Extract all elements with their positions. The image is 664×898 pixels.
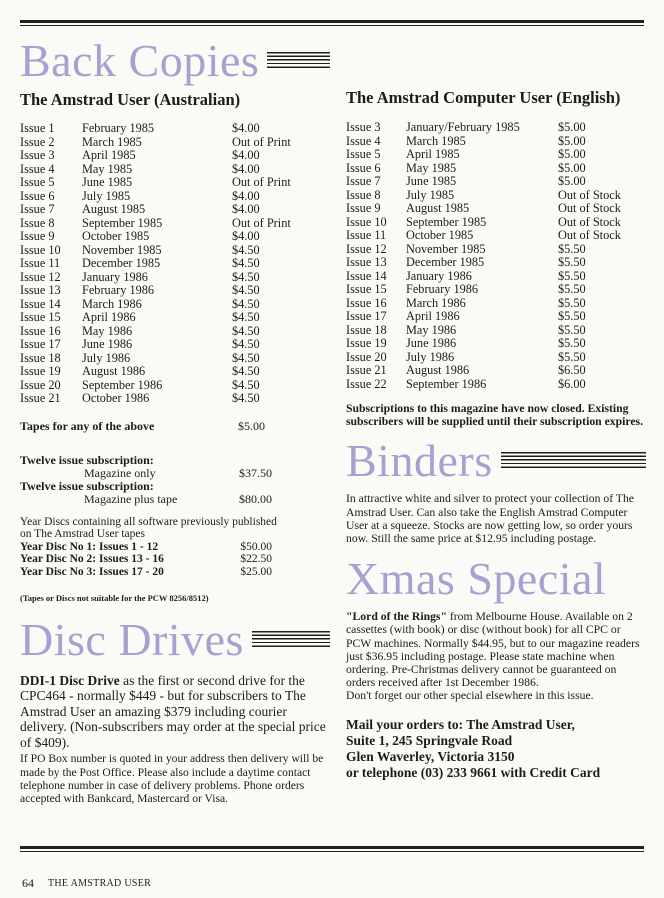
issue-cell: Issue 19 xyxy=(20,364,61,378)
table-row xyxy=(346,202,646,216)
table-row xyxy=(20,271,330,285)
table-row xyxy=(346,135,646,149)
year-discs-block xyxy=(20,516,330,605)
page-footer xyxy=(22,876,151,891)
heading-lines-decoration xyxy=(267,52,330,70)
issue-cell: Issue 20 xyxy=(346,349,387,364)
date-cell: July 1985 xyxy=(406,187,455,202)
xmas-other-special: Don't forget our other special elsewhere in this issue. xyxy=(346,689,594,703)
year-disc-price: $22.50 xyxy=(240,553,272,565)
price-cell: $4.00 xyxy=(232,202,260,216)
price-cell: Out of Stock xyxy=(558,201,621,215)
date-cell: June 1985 xyxy=(406,174,457,188)
price-cell: $4.50 xyxy=(232,377,260,392)
price-cell: $5.00 xyxy=(558,133,586,148)
footer-magazine-name: THE AMSTRAD USER xyxy=(48,878,152,889)
english-issues-table xyxy=(346,121,646,391)
xmas-product-title: "Lord of the Rings" xyxy=(346,610,447,624)
price-cell: Out of Stock xyxy=(558,187,621,202)
price-cell: $5.00 xyxy=(558,174,586,188)
issue-cell: Issue 9 xyxy=(346,201,381,215)
date-cell: March 1986 xyxy=(406,295,466,310)
table-row xyxy=(346,216,646,230)
table-row xyxy=(346,148,646,162)
table-row xyxy=(20,338,330,352)
price-cell: $5.50 xyxy=(558,268,586,283)
price-cell: $5.50 xyxy=(558,241,586,256)
date-cell: June 1985 xyxy=(82,175,133,189)
price-cell: $5.50 xyxy=(558,295,586,310)
table-row xyxy=(346,270,646,284)
right-column xyxy=(346,88,646,781)
issue-cell: Issue 10 xyxy=(346,214,387,229)
price-cell: $4.50 xyxy=(232,256,260,270)
issue-cell: Issue 5 xyxy=(346,147,381,161)
issue-cell: Issue 4 xyxy=(346,133,381,148)
date-cell: October 1986 xyxy=(82,391,150,405)
date-cell: April 1985 xyxy=(82,148,136,162)
table-row xyxy=(20,244,330,258)
price-cell: $4.50 xyxy=(232,310,260,324)
heading-lines-decoration xyxy=(252,631,330,649)
price-cell: $5.50 xyxy=(558,309,586,323)
table-row xyxy=(20,190,330,204)
issue-cell: Issue 14 xyxy=(346,268,387,283)
date-cell: May 1985 xyxy=(82,161,133,176)
twelve-issue-label-2 xyxy=(20,480,330,493)
table-row xyxy=(20,392,330,406)
price-cell: $4.00 xyxy=(232,188,260,203)
table-row xyxy=(346,229,646,243)
issue-cell: Issue 13 xyxy=(346,255,387,269)
price-cell: $5.50 xyxy=(558,282,586,296)
issue-cell: Issue 9 xyxy=(20,229,55,243)
price-cell: $4.50 xyxy=(232,269,260,284)
table-row xyxy=(346,324,646,338)
year-discs-note: (Tapes or Discs not suitable for the PCW 8256/8512) xyxy=(20,593,209,603)
disc-drive-description: as the first or second drive for the CPC464 - normally $449 - but for subscribers to The Amstrad User an amazing $379 including courier delivery. (Non-subscribers may order at the special price of $409). xyxy=(20,672,326,750)
issue-cell: Issue 18 xyxy=(20,350,61,365)
date-cell: July 1986 xyxy=(82,350,131,365)
date-cell: August 1985 xyxy=(82,202,146,216)
twelve-issue-text-2: Twelve issue subscription: xyxy=(20,478,154,493)
xmas-description: from Melbourne House. Available on 2 cassettes (with book) or disc (without book) for all CPC or PCW machines. Normally $44.95, but to our magazine readers just $36.95 including postage. Please state machine when ordering. Pre-Christmas delivery cannot be guaranteed on orders received after 1st December 1986. xyxy=(346,610,640,690)
issue-cell: Issue 12 xyxy=(346,241,387,256)
date-cell: October 1985 xyxy=(82,229,150,243)
issue-cell: Issue 21 xyxy=(346,363,387,377)
date-cell: July 1986 xyxy=(406,349,455,364)
issue-cell: Issue 15 xyxy=(20,310,61,324)
date-cell: May 1986 xyxy=(406,322,457,337)
issue-cell: Issue 21 xyxy=(20,391,61,405)
year-disc-item xyxy=(20,566,330,579)
binders-text: In attractive white and silver to protect your collection of The Amstrad User. Can also take the English Amstrad Computer User at a squeeze. Stocks are now getting low, so order yours now. Still the same price at $12.95 including postage. xyxy=(346,492,634,546)
issue-cell: Issue 17 xyxy=(20,337,61,351)
date-cell: July 1985 xyxy=(82,188,131,203)
issue-cell: Issue 11 xyxy=(20,256,61,270)
price-cell: $5.50 xyxy=(558,255,586,269)
binders-heading-row xyxy=(346,435,646,487)
price-cell: $4.50 xyxy=(232,350,260,365)
date-cell: March 1986 xyxy=(82,296,142,311)
date-cell: January/February 1985 xyxy=(406,120,520,134)
issue-cell: Issue 22 xyxy=(346,376,387,391)
date-cell: March 1985 xyxy=(406,133,466,148)
mail-line-1: Mail your orders to: The Amstrad User, xyxy=(346,716,575,732)
year-disc-item xyxy=(20,553,330,566)
issue-cell: Issue 7 xyxy=(346,174,381,188)
issue-cell: Issue 2 xyxy=(20,134,55,149)
back-copies-heading-row xyxy=(20,35,330,86)
date-cell: March 1985 xyxy=(82,134,142,149)
issue-cell: Issue 6 xyxy=(346,160,381,175)
back-copies-heading: Back Copies xyxy=(20,35,260,86)
date-cell: August 1986 xyxy=(406,363,470,377)
page-number: 64 xyxy=(22,876,34,890)
price-cell: $4.50 xyxy=(232,296,260,311)
date-cell: September 1986 xyxy=(406,376,487,391)
issue-cell: Issue 4 xyxy=(20,161,55,176)
price-cell: $4.00 xyxy=(232,161,260,176)
price-cell: $4.00 xyxy=(232,229,260,243)
issue-cell: Issue 3 xyxy=(20,148,55,162)
table-row xyxy=(20,379,330,393)
table-row xyxy=(20,257,330,271)
table-row xyxy=(20,122,330,136)
table-row xyxy=(20,230,330,244)
australian-issues-table xyxy=(20,122,330,406)
issue-cell: Issue 6 xyxy=(20,188,55,203)
australian-title: The Amstrad User (Australian) xyxy=(20,90,241,109)
price-cell: $5.50 xyxy=(558,349,586,364)
table-row xyxy=(346,378,646,392)
price-cell: $6.00 xyxy=(558,376,586,391)
mail-line-4: or telephone (03) 233 9661 with Credit Card xyxy=(346,764,601,780)
table-row xyxy=(20,298,330,312)
date-cell: September 1985 xyxy=(82,215,163,230)
table-row xyxy=(20,352,330,366)
date-cell: August 1985 xyxy=(406,201,470,215)
disc-drives-heading-row xyxy=(20,613,330,665)
price-cell: Out of Print xyxy=(232,134,291,149)
issue-cell: Issue 14 xyxy=(20,296,61,311)
table-row xyxy=(346,256,646,270)
issue-cell: Issue 1 xyxy=(20,121,55,135)
year-disc-price: $25.00 xyxy=(240,565,272,578)
table-row xyxy=(20,325,330,339)
date-cell: May 1985 xyxy=(406,160,457,175)
issue-cell: Issue 12 xyxy=(20,269,61,284)
disc-drive-name: DDI-1 Disc Drive xyxy=(20,672,120,688)
issue-cell: Issue 13 xyxy=(20,283,61,297)
year-discs-list xyxy=(20,541,330,579)
price-cell: $4.50 xyxy=(232,391,260,405)
issue-cell: Issue 15 xyxy=(346,282,387,296)
issue-cell: Issue 5 xyxy=(20,175,55,189)
price-cell: Out of Stock xyxy=(558,228,621,242)
magazine-only-price: $37.50 xyxy=(239,465,272,480)
price-cell: $4.50 xyxy=(232,337,260,351)
disc-drives-heading: Disc Drives xyxy=(20,613,244,665)
year-disc-label: Year Disc No 1: Issues 1 - 12 xyxy=(20,540,159,553)
date-cell: October 1985 xyxy=(406,228,474,242)
date-cell: December 1985 xyxy=(406,255,485,269)
table-row xyxy=(20,163,330,177)
table-row xyxy=(346,337,646,351)
table-row xyxy=(20,365,330,379)
tapes-line xyxy=(20,419,330,434)
binders-heading: Binders xyxy=(346,435,493,487)
date-cell: August 1986 xyxy=(82,364,146,378)
date-cell: February 1986 xyxy=(406,282,479,296)
table-row xyxy=(20,149,330,163)
price-cell: $5.50 xyxy=(558,322,586,337)
issue-cell: Issue 16 xyxy=(346,295,387,310)
twelve-issue-label xyxy=(20,454,330,467)
price-cell: Out of Stock xyxy=(558,214,621,229)
date-cell: February 1985 xyxy=(82,121,155,135)
date-cell: June 1986 xyxy=(406,336,457,350)
magazine-tape-price: $80.00 xyxy=(239,491,272,506)
table-row xyxy=(346,351,646,365)
price-cell: $4.50 xyxy=(232,283,260,297)
price-cell: $5.00 xyxy=(558,147,586,161)
date-cell: September 1985 xyxy=(406,214,487,229)
price-cell: $4.50 xyxy=(232,242,260,257)
date-cell: April 1986 xyxy=(82,310,136,324)
issue-cell: Issue 17 xyxy=(346,309,387,323)
price-cell: $4.00 xyxy=(232,121,260,135)
table-row xyxy=(20,203,330,217)
issue-cell: Issue 7 xyxy=(20,202,55,216)
date-cell: June 1986 xyxy=(82,337,133,351)
table-row xyxy=(346,243,646,257)
issue-cell: Issue 11 xyxy=(346,228,387,242)
top-rule xyxy=(20,20,644,23)
table-row xyxy=(346,162,646,176)
date-cell: May 1986 xyxy=(82,323,133,338)
english-title: The Amstrad Computer User (English) xyxy=(346,88,621,107)
date-cell: April 1986 xyxy=(406,309,460,323)
table-row xyxy=(346,189,646,203)
table-row xyxy=(346,297,646,311)
heading-lines-decoration xyxy=(501,452,646,470)
price-cell: $4.50 xyxy=(232,323,260,338)
mail-line-2: Suite 1, 245 Springvale Road xyxy=(346,732,513,748)
issue-cell: Issue 16 xyxy=(20,323,61,338)
table-row xyxy=(346,175,646,189)
issue-cell: Issue 20 xyxy=(20,377,61,392)
price-cell: $5.50 xyxy=(558,336,586,350)
issue-cell: Issue 18 xyxy=(346,322,387,337)
bottom-rule-thin xyxy=(20,851,644,852)
year-discs-intro: Year Discs containing all software previously published on The Amstrad User tapes xyxy=(20,515,277,540)
year-disc-label: Year Disc No 3: Issues 17 - 20 xyxy=(20,565,164,578)
table-row xyxy=(346,310,646,324)
mail-orders-block xyxy=(346,717,646,781)
table-row xyxy=(346,364,646,378)
left-column xyxy=(20,35,330,806)
price-cell: $5.00 xyxy=(558,160,586,175)
magazine-tape-label: Magazine plus tape xyxy=(84,491,178,506)
date-cell: February 1986 xyxy=(82,283,155,297)
table-row xyxy=(20,284,330,298)
xmas-special-text xyxy=(346,610,646,702)
date-cell: April 1985 xyxy=(406,147,460,161)
year-disc-item xyxy=(20,541,330,554)
table-row xyxy=(346,121,646,135)
price-cell: $6.50 xyxy=(558,363,586,377)
date-cell: January 1986 xyxy=(82,269,148,284)
bottom-rule xyxy=(20,846,644,849)
issue-cell: Issue 8 xyxy=(20,215,55,230)
issue-cell: Issue 19 xyxy=(346,336,387,350)
price-cell: $4.00 xyxy=(232,148,260,162)
date-cell: November 1985 xyxy=(406,241,486,256)
disc-drives-delivery-note: If PO Box number is quoted in your address then delivery will be made by the Post Office. Please also include a daytime contact telephone number in case of delivery problems. Phone orders accepted with Bankcard, Mastercard or Visa. xyxy=(20,752,324,806)
date-cell: September 1986 xyxy=(82,377,163,392)
subscriptions-block xyxy=(20,454,330,506)
issue-cell: Issue 3 xyxy=(346,120,381,134)
issue-cell: Issue 10 xyxy=(20,242,61,257)
xmas-special-heading: Xmas Special xyxy=(346,553,607,605)
year-disc-price: $50.00 xyxy=(240,540,272,553)
table-row xyxy=(20,136,330,150)
date-cell: November 1985 xyxy=(82,242,162,257)
tapes-label: Tapes for any of the above xyxy=(20,418,155,433)
xmas-heading-row xyxy=(346,553,646,605)
top-rule-thin xyxy=(20,25,644,26)
table-row xyxy=(20,176,330,190)
price-cell: Out of Print xyxy=(232,175,291,189)
price-cell: Out of Print xyxy=(232,215,291,230)
price-cell: $5.00 xyxy=(558,120,586,134)
magazine-only-line xyxy=(20,467,330,480)
price-cell: $4.50 xyxy=(232,364,260,378)
mail-line-3: Glen Waverley, Victoria 3150 xyxy=(346,748,515,764)
magazine-only-label: Magazine only xyxy=(84,465,156,480)
issue-cell: Issue 8 xyxy=(346,187,381,202)
table-row xyxy=(346,283,646,297)
subscriptions-closed-note: Subscriptions to this magazine have now closed. Existing subscribers will be supplied until their subscription expires. xyxy=(346,402,643,429)
table-row xyxy=(20,311,330,325)
disc-drives-body xyxy=(20,673,330,751)
twelve-issue-text: Twelve issue subscription: xyxy=(20,452,154,467)
year-disc-label: Year Disc No 2: Issues 13 - 16 xyxy=(20,553,164,565)
date-cell: January 1986 xyxy=(406,268,472,283)
magazine-tape-line xyxy=(20,493,330,506)
date-cell: December 1985 xyxy=(82,256,161,270)
tapes-price: $5.00 xyxy=(238,418,265,433)
table-row xyxy=(20,217,330,231)
